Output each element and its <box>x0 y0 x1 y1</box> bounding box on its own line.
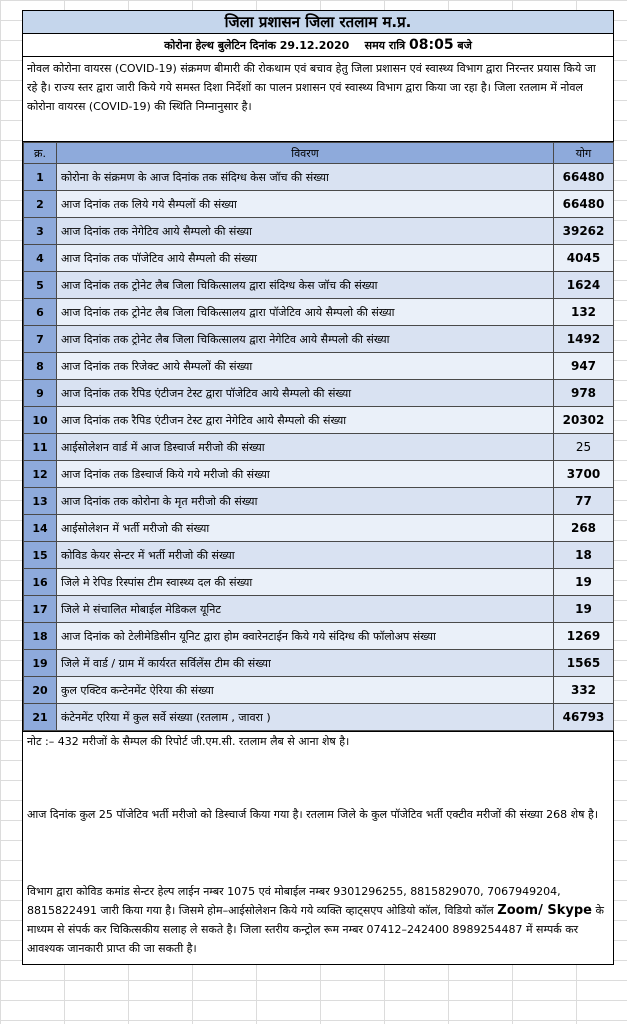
row-total: 3700 <box>554 461 614 488</box>
zoom-skype-label: Zoom/ Skype <box>497 903 592 918</box>
row-description: आईसोलेशन में भर्ती मरीजो की संख्या <box>57 515 554 542</box>
row-number: 1 <box>24 164 57 191</box>
row-description: आज दिनांक तक पॉजेटिव आये सैम्पलो की संख्या <box>57 245 554 272</box>
row-number: 13 <box>24 488 57 515</box>
table-row <box>24 245 614 272</box>
table-row <box>24 299 614 326</box>
row-total: 1269 <box>554 623 614 650</box>
row-number: 3 <box>24 218 57 245</box>
row-description: आज दिनांक तक रैपिड एंटीजन टेस्ट द्वारा पॉजेटिव आये सैम्पलो की संख्या <box>57 380 554 407</box>
column-header-description: विवरण <box>57 143 554 164</box>
table-row <box>24 515 614 542</box>
table-row <box>24 218 614 245</box>
row-description: आज दिनांक तक कोरोना के मृत मरीजो की संख्या <box>57 488 554 515</box>
table-row <box>24 542 614 569</box>
row-description: आज दिनांक तक ट्रोनेट लैब जिला चिकित्सालय द्वारा पॉजेटिव आये सैम्पलो की संख्या <box>57 299 554 326</box>
row-number: 7 <box>24 326 57 353</box>
table-row <box>24 650 614 677</box>
contact-text-part1: विभाग द्वारा कोविड कमांड सेन्टर हेल्प लाईन नम्बर 1075 एवं मोबाईल नम्बर 9301296255, 8815829070, 7067949204, 8815822491 जारी किया गया है। जिसमे होम–आईसोलेशन किये गये व्यक्ति व्हाट्सएप ओडियो कॉल, विडियो कॉल <box>27 885 561 917</box>
row-description: कुल एक्टिव कन्टेनमेंट ऐरिया की संख्या <box>57 677 554 704</box>
row-number: 9 <box>24 380 57 407</box>
discharge-paragraph: आज दिनांक कुल 25 पॉजेटिव भर्ती मरीजो को डिस्चार्ज किया गया है। रतलाम जिले के कुल पॉजेटिव भर्ती एक्टीव मरीजों की संख्या 268 शेष है। <box>27 808 598 821</box>
column-header-no: क्र. <box>24 143 57 164</box>
row-total: 332 <box>554 677 614 704</box>
page-title: जिला प्रशासन जिला रतलाम म.प्र. <box>23 11 613 34</box>
row-total: 20302 <box>554 407 614 434</box>
row-total: 19 <box>554 596 614 623</box>
row-number: 21 <box>24 704 57 731</box>
row-number: 11 <box>24 434 57 461</box>
row-number: 17 <box>24 596 57 623</box>
row-number: 19 <box>24 650 57 677</box>
bulletin-subtitle <box>23 34 613 57</box>
table-row <box>24 461 614 488</box>
row-total: 1492 <box>554 326 614 353</box>
row-description: जिले मे संचालित मोबाईल मेडिकल यूनिट <box>57 596 554 623</box>
row-description: आज दिनांक तक ट्रोनेट लैब जिला चिकित्सालय द्वारा नेगेटिव आये सैम्पलो की संख्या <box>57 326 554 353</box>
row-total: 1624 <box>554 272 614 299</box>
table-row <box>24 623 614 650</box>
row-number: 15 <box>24 542 57 569</box>
row-description: आईसोलेशन वार्ड में आज डिस्चार्ज मरीजो की संख्या <box>57 434 554 461</box>
note-text: नोट :– 432 मरीजों के सैम्पल की रिपोर्ट जी.एम.सी. रतलाम लैब से आना शेष है। <box>23 731 613 778</box>
row-description: आज दिनांक तक नेगेटिव आये सैम्पलो की संख्या <box>57 218 554 245</box>
row-number: 2 <box>24 191 57 218</box>
column-header-total: योग <box>554 143 614 164</box>
bulletin-sheet <box>22 10 614 965</box>
table-row <box>24 380 614 407</box>
row-description: कंटेनमेंट एरिया में कुल सर्वे संख्या (रतलाम , जावरा ) <box>57 704 554 731</box>
row-description: जिले में वार्ड / ग्राम में कार्यरत सर्विलेंस टीम की संख्या <box>57 650 554 677</box>
table-row <box>24 407 614 434</box>
row-total: 4045 <box>554 245 614 272</box>
bulletin-time: 08:05 <box>409 37 454 53</box>
row-description: कोरोना के संक्रमण के आज दिनांक तक संदिग्ध केस जॉच की संख्या <box>57 164 554 191</box>
row-description: जिले मे रेपिड रिस्पांस टीम स्वास्थ्य दल की संख्या <box>57 569 554 596</box>
table-row <box>24 677 614 704</box>
row-description: आज दिनांक तक रैपिड एंटीजन टेस्ट द्वारा नेगेटिव आये सैम्पलो की संख्या <box>57 407 554 434</box>
row-number: 6 <box>24 299 57 326</box>
row-description: आज दिनांक तक लिये गये सैम्पलों की संख्या <box>57 191 554 218</box>
time-suffix: बजे <box>457 39 472 52</box>
row-total: 66480 <box>554 164 614 191</box>
bulletin-date-label: कोरोना हेल्थ बुलेटिन दिनांक 29.12.2020 <box>164 39 350 52</box>
row-number: 16 <box>24 569 57 596</box>
row-description: आज दिनांक को टेलीमेडिसीन यूनिट द्वारा होम क्वारेनटाईन किये गये संदिग्ध की फॉलोअप संख्या <box>57 623 554 650</box>
intro-paragraph: नोवल कोरोना वायरस (COVID-19) संक्रमण बीमारी की रोकथाम एवं बचाव हेतु जिला प्रशासन एवं स्वास्थ्य विभाग द्वारा निरन्तर प्रयास किये जा रहे है। राज्य स्तर द्वारा जारी किये गये समस्त दिशा निर्देशों का पालन प्रशासन एवं स्वास्थ्य विभाग द्वारा किया जा रहा है। जिला रतलाम में नोवल कोरोना वायरस (COVID-19) की स्थिति निम्नानुसार है। <box>23 57 613 142</box>
row-total: 19 <box>554 569 614 596</box>
row-total: 978 <box>554 380 614 407</box>
row-number: 20 <box>24 677 57 704</box>
table-row <box>24 704 614 731</box>
row-total: 25 <box>554 434 614 461</box>
row-number: 10 <box>24 407 57 434</box>
row-description: आज दिनांक तक डिस्चार्ज किये गये मरीजो की संख्या <box>57 461 554 488</box>
table-row <box>24 488 614 515</box>
status-table <box>23 142 614 731</box>
row-number: 12 <box>24 461 57 488</box>
row-total: 18 <box>554 542 614 569</box>
row-description: कोविड केयर सेन्टर में भर्ती मरीजो की संख्या <box>57 542 554 569</box>
row-total: 1565 <box>554 650 614 677</box>
row-total: 132 <box>554 299 614 326</box>
table-row <box>24 596 614 623</box>
row-number: 8 <box>24 353 57 380</box>
table-row <box>24 353 614 380</box>
row-number: 4 <box>24 245 57 272</box>
table-row <box>24 191 614 218</box>
row-total: 39262 <box>554 218 614 245</box>
table-row <box>24 164 614 191</box>
table-header-row <box>24 143 614 164</box>
row-total: 46793 <box>554 704 614 731</box>
row-number: 18 <box>24 623 57 650</box>
row-total: 77 <box>554 488 614 515</box>
row-total: 268 <box>554 515 614 542</box>
table-row <box>24 326 614 353</box>
row-number: 5 <box>24 272 57 299</box>
row-total: 947 <box>554 353 614 380</box>
row-description: आज दिनांक तक ट्रोनेट लैब जिला चिकित्सालय द्वारा संदिग्ध केस जॉच की संख्या <box>57 272 554 299</box>
table-row <box>24 434 614 461</box>
row-total: 66480 <box>554 191 614 218</box>
table-row <box>24 272 614 299</box>
contact-paragraph <box>23 870 613 964</box>
row-number: 14 <box>24 515 57 542</box>
time-label: समय रात्रि <box>364 39 406 52</box>
table-row <box>24 569 614 596</box>
row-description: आज दिनांक तक रिजेक्ट आये सैम्पलों की संख्या <box>57 353 554 380</box>
contact-text-part2: के माध्यम से संपर्क कर चिकित्सकीय सलाह ले सकते है। जिला स्तरीय कन्ट्रोल रूम नम्बर 07412–242400 8989254487 में सम्पर्क कर आवश्यक जानकारी प्राप्त की जा सकती है। <box>27 904 604 955</box>
